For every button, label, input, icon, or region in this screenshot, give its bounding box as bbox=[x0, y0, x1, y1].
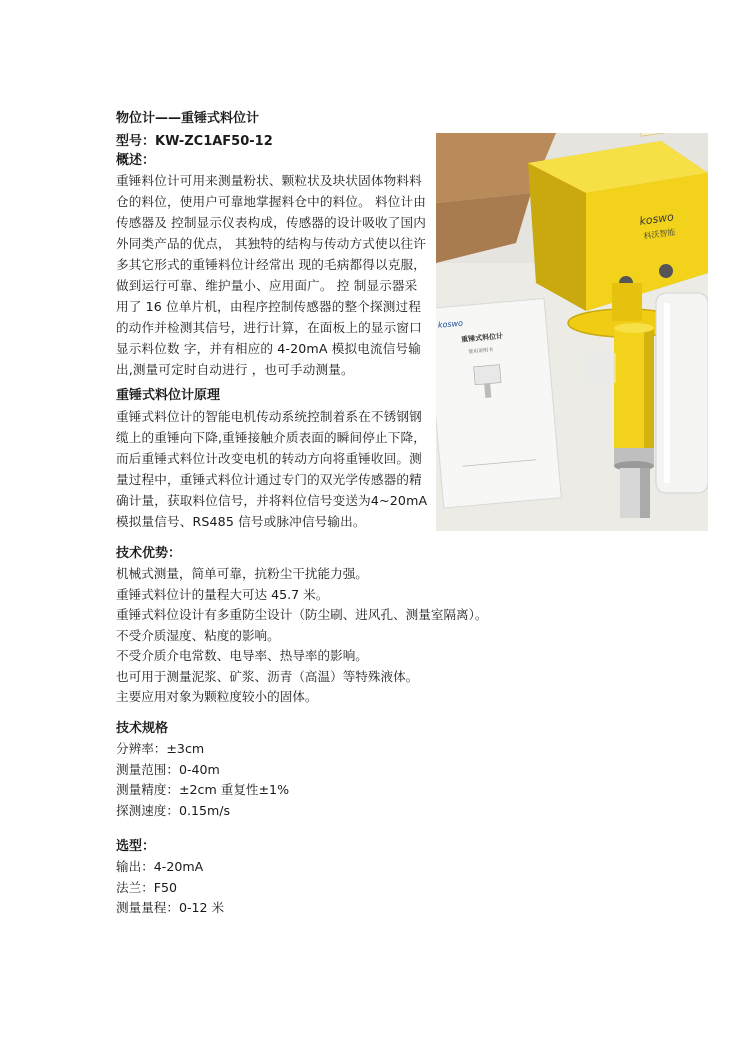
list-item: 分辨率：±3cm bbox=[116, 741, 205, 756]
list-item: 重锤式料位设计有多重防尘设计（防尘刷、进风孔、测量室隔离）。 bbox=[116, 607, 488, 622]
selection-heading: 选型： bbox=[116, 839, 156, 854]
list-item: 测量量程：0-12 米 bbox=[116, 900, 225, 915]
list-item: 也可用于测量泥浆、矿浆、沥青（高温）等特殊液体。 bbox=[116, 668, 419, 684]
list-item: 探测速度：0.15m/s bbox=[116, 802, 231, 818]
manual-brand: koswo bbox=[437, 318, 464, 330]
specs-list bbox=[116, 739, 289, 821]
list-item: 重锤式料位计的量程大可达 45.7 米。 bbox=[116, 586, 329, 602]
manual-subtitle: 使用说明书 bbox=[468, 347, 494, 356]
principle-heading: 重锤式料位计原理 bbox=[116, 388, 221, 403]
list-item: 测量精度：±2cm 重复性±1% bbox=[116, 782, 290, 797]
model-number: 型号：KW-ZC1AF50-12 bbox=[116, 134, 273, 149]
document-title: 物位计——重锤式料位计 bbox=[116, 111, 260, 126]
product-photo-illustration bbox=[436, 133, 708, 531]
list-item: 主要应用对象为颗粒度较小的固体。 bbox=[116, 689, 318, 704]
list-item: 测量范围：0-40m bbox=[116, 761, 220, 777]
specs-heading: 技术规格 bbox=[116, 721, 169, 736]
manual-title: 重锤式料位计 bbox=[460, 332, 504, 344]
list-item: 机械式测量，简单可靠，抗粉尘干扰能力强。 bbox=[116, 566, 368, 581]
brand-logo-text: koswo bbox=[638, 210, 675, 228]
selection-list bbox=[116, 857, 224, 919]
list-item: 不受介质介电常数、电导率、热导率的影响。 bbox=[116, 648, 368, 663]
user-manual bbox=[436, 298, 561, 508]
overview-paragraph: 重锤料位计可用来测量粉状、颗粒状及块状固体物料料仓的料位，使用户可靠地掌握料仓中的料位。 料位计由传感器及 控制显示仪表构成，传感器的设计吸收了国内外同类产品的优点， 其独特的结构与传动方式使以往许多其它形式的重锤料位计经常出 现的毛病都得以克服，做到运行可靠、维护量小、应用面广。 控 制显示器采用了 16 位单片机，由程序控制传感器的整个探测过程 的动作并检测其信号，进行计算，在面板上的显示窗口显示料位数 字，并有相应的 4-20mA 模拟电流信号输出,测量可定时自动进行 ，也可手动测量。 bbox=[116, 173, 427, 377]
brand-cn-text: 科沃智能 bbox=[643, 227, 676, 241]
list-item: 输出：4-20mA bbox=[116, 859, 204, 874]
product-photo bbox=[436, 133, 708, 531]
advantages-heading: 技术优势： bbox=[116, 546, 182, 561]
list-item: 法兰：F50 bbox=[116, 879, 178, 895]
overview-heading: 概述： bbox=[116, 153, 156, 168]
list-item: 不受介质湿度、粘度的影响。 bbox=[116, 627, 280, 643]
advantages-list bbox=[116, 564, 488, 708]
principle-paragraph: 重锤式料位计的智能电机传动系统控制着系在不锈钢钢缆上的重锤向下降,重锤接触介质表面的瞬间停止下降，而后重锤式料位计改变电机的转动方向将重锤收回。测量过程中，重锤式料位计通过专门的双光学传感器的精确计量，获取料位信号，并将料位信号变送为4~20mA 模拟量信号、RS485 信号或脉冲信号输出。 bbox=[116, 409, 428, 529]
